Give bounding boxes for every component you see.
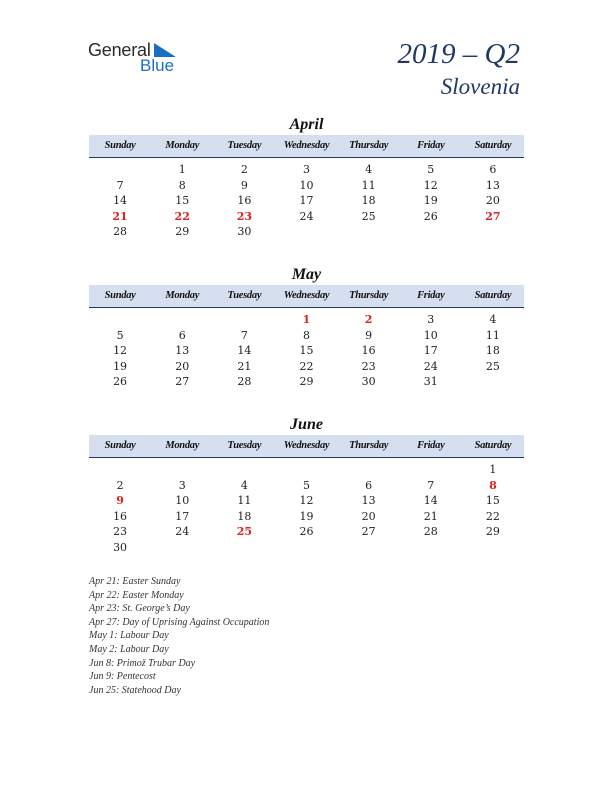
week-row bbox=[89, 224, 524, 240]
day-cell: 23 bbox=[361, 359, 376, 373]
holiday-note: May 2: Labour Day bbox=[89, 643, 169, 655]
empty-day-cell bbox=[89, 162, 151, 178]
weekday-label: Monday bbox=[165, 140, 200, 151]
day-cell: 31 bbox=[423, 375, 438, 388]
week-row bbox=[89, 209, 524, 225]
week-row bbox=[89, 328, 524, 344]
week-row bbox=[89, 312, 524, 328]
holiday-note: Apr 27: Day of Uprising Against Occupation bbox=[89, 616, 270, 628]
holiday-note: Jun 8: Primož Trubar Day bbox=[89, 657, 196, 669]
day-cell: 11 bbox=[237, 494, 252, 507]
empty-day-cell bbox=[151, 462, 213, 478]
day-cell: 5 bbox=[427, 163, 435, 176]
day-cell: 23 bbox=[113, 525, 128, 538]
day-cell: 25 bbox=[236, 525, 252, 538]
day-cell: 29 bbox=[299, 375, 314, 388]
logo bbox=[88, 40, 188, 76]
weekday-label: Wednesday bbox=[283, 440, 330, 451]
week-row bbox=[89, 359, 524, 375]
weekday-label: Thursday bbox=[349, 290, 389, 301]
holiday-note: Jun 25: Statehood Day bbox=[89, 684, 181, 696]
holiday-note: Jun 9: Pentecost bbox=[89, 671, 156, 683]
day-cell: 1 bbox=[178, 163, 186, 176]
empty-day-cell bbox=[338, 540, 400, 556]
empty-day-cell bbox=[462, 374, 524, 390]
holiday-note: May 1: Labour Day bbox=[89, 630, 169, 642]
holiday-note: Apr 23: St. George’s Day bbox=[89, 603, 190, 615]
page-title: 2019 – Q2 bbox=[397, 38, 520, 70]
day-cell: 19 bbox=[113, 359, 128, 373]
weekday-header-row bbox=[89, 285, 524, 308]
day-cell: 28 bbox=[237, 375, 252, 388]
empty-day-cell bbox=[462, 224, 524, 240]
day-cell: 10 bbox=[423, 328, 438, 342]
day-cell: 24 bbox=[299, 209, 314, 223]
day-cell: 6 bbox=[365, 478, 373, 492]
month-name: April bbox=[289, 116, 324, 133]
weekday-label: Saturday bbox=[474, 440, 512, 451]
day-cell: 26 bbox=[113, 375, 128, 388]
week-row bbox=[89, 540, 524, 556]
day-cell: 9 bbox=[240, 178, 248, 192]
day-cell: 1 bbox=[302, 313, 311, 326]
week-row bbox=[89, 178, 524, 194]
week-row bbox=[89, 493, 524, 509]
month-calendar-april bbox=[89, 115, 524, 240]
day-cell: 24 bbox=[175, 525, 190, 538]
day-cell: 4 bbox=[489, 313, 497, 326]
holiday-notes bbox=[89, 575, 269, 697]
day-cell: 17 bbox=[175, 509, 190, 523]
day-cell: 25 bbox=[485, 359, 500, 373]
day-cell: 26 bbox=[299, 525, 314, 538]
day-cell: 29 bbox=[485, 525, 500, 538]
weekday-label: Sunday bbox=[104, 290, 136, 301]
weekday-label: Tuesday bbox=[227, 140, 262, 151]
weekday-label: Saturday bbox=[474, 140, 512, 151]
week-row bbox=[89, 193, 524, 209]
day-cell: 2 bbox=[364, 313, 373, 326]
day-cell: 11 bbox=[361, 178, 376, 192]
empty-day-cell bbox=[89, 462, 151, 478]
weekday-label: Monday bbox=[165, 290, 200, 301]
day-cell: 10 bbox=[299, 178, 314, 192]
page-subtitle: Slovenia bbox=[440, 74, 520, 99]
day-cell: 27 bbox=[485, 209, 501, 223]
day-cell: 9 bbox=[365, 328, 373, 342]
empty-day-cell bbox=[213, 312, 275, 328]
day-cell: 17 bbox=[423, 344, 438, 357]
logo-text-general: General bbox=[88, 40, 151, 60]
day-cell: 20 bbox=[175, 359, 190, 373]
day-cell: 6 bbox=[489, 163, 497, 176]
holiday-note: Apr 22: Easter Monday bbox=[89, 589, 184, 601]
day-cell: 21 bbox=[237, 359, 252, 373]
empty-day-cell bbox=[400, 462, 462, 478]
day-cell: 19 bbox=[299, 509, 314, 523]
weekday-header-row bbox=[89, 135, 524, 158]
day-cell: 3 bbox=[427, 313, 435, 326]
day-cell: 12 bbox=[423, 178, 438, 192]
empty-day-cell bbox=[338, 462, 400, 478]
day-cell: 5 bbox=[302, 478, 310, 492]
day-cell: 19 bbox=[423, 194, 438, 207]
weekday-label: Wednesday bbox=[283, 140, 330, 151]
day-cell: 10 bbox=[175, 494, 190, 507]
empty-day-cell bbox=[151, 540, 213, 556]
day-cell: 22 bbox=[485, 509, 500, 523]
day-cell: 16 bbox=[237, 194, 252, 207]
day-cell: 20 bbox=[361, 509, 376, 523]
weekday-label: Monday bbox=[165, 440, 200, 451]
weekday-label: Saturday bbox=[474, 290, 512, 301]
day-cell: 12 bbox=[113, 344, 128, 357]
day-cell: 23 bbox=[236, 209, 252, 223]
day-cell: 12 bbox=[299, 494, 314, 507]
empty-day-cell bbox=[151, 312, 213, 328]
weekday-label: Thursday bbox=[349, 140, 389, 151]
empty-day-cell bbox=[213, 462, 275, 478]
month-name: June bbox=[290, 416, 323, 433]
day-cell: 18 bbox=[237, 509, 252, 523]
day-cell: 3 bbox=[178, 478, 186, 492]
week-row bbox=[89, 162, 524, 178]
day-cell: 11 bbox=[485, 328, 500, 342]
weekday-header-row bbox=[89, 435, 524, 458]
day-cell: 9 bbox=[116, 494, 124, 507]
day-cell: 2 bbox=[116, 478, 124, 492]
empty-day-cell bbox=[462, 540, 524, 556]
weekday-label: Friday bbox=[417, 140, 445, 151]
day-cell: 2 bbox=[240, 163, 248, 176]
empty-day-cell bbox=[89, 312, 151, 328]
month-name: May bbox=[291, 266, 322, 283]
month-calendar-may bbox=[89, 265, 524, 390]
day-cell: 13 bbox=[485, 178, 500, 192]
week-row bbox=[89, 524, 524, 540]
day-cell: 24 bbox=[423, 359, 438, 373]
logo-text-blue: Blue bbox=[140, 56, 175, 75]
day-cell: 1 bbox=[489, 463, 497, 476]
day-cell: 20 bbox=[485, 194, 500, 207]
day-cell: 18 bbox=[361, 194, 376, 207]
day-cell: 17 bbox=[299, 194, 314, 207]
day-cell: 14 bbox=[113, 194, 128, 207]
day-cell: 14 bbox=[237, 344, 252, 357]
week-row bbox=[89, 462, 524, 478]
day-cell: 15 bbox=[485, 494, 500, 507]
empty-day-cell bbox=[213, 540, 275, 556]
empty-day-cell bbox=[275, 224, 337, 240]
empty-day-cell bbox=[400, 540, 462, 556]
day-cell: 30 bbox=[237, 225, 252, 238]
day-cell: 13 bbox=[175, 344, 190, 357]
weekday-label: Tuesday bbox=[227, 440, 262, 451]
day-cell: 22 bbox=[299, 359, 314, 373]
day-cell: 26 bbox=[423, 209, 438, 223]
day-cell: 16 bbox=[113, 509, 128, 523]
day-cell: 16 bbox=[361, 344, 376, 357]
day-cell: 4 bbox=[240, 478, 248, 492]
empty-day-cell bbox=[275, 462, 337, 478]
weekday-label: Friday bbox=[417, 290, 445, 301]
day-cell: 14 bbox=[423, 494, 438, 507]
day-cell: 27 bbox=[175, 375, 190, 388]
weekday-label: Sunday bbox=[104, 440, 136, 451]
weekday-label: Thursday bbox=[349, 440, 389, 451]
weekday-label: Sunday bbox=[104, 140, 136, 151]
day-cell: 21 bbox=[112, 209, 128, 223]
day-cell: 8 bbox=[178, 178, 186, 192]
day-cell: 6 bbox=[178, 328, 186, 342]
day-cell: 25 bbox=[361, 209, 376, 223]
week-row bbox=[89, 509, 524, 525]
day-cell: 7 bbox=[240, 328, 248, 342]
day-cell: 7 bbox=[116, 178, 124, 192]
day-cell: 18 bbox=[485, 344, 500, 357]
day-cell: 27 bbox=[361, 525, 376, 538]
day-cell: 8 bbox=[489, 478, 497, 492]
month-calendar-june bbox=[89, 415, 524, 555]
weekday-label: Tuesday bbox=[227, 290, 262, 301]
day-cell: 8 bbox=[302, 328, 310, 342]
week-row bbox=[89, 374, 524, 390]
day-cell: 28 bbox=[423, 525, 438, 538]
day-cell: 15 bbox=[299, 344, 314, 357]
day-cell: 15 bbox=[175, 194, 190, 207]
day-cell: 7 bbox=[427, 478, 435, 492]
empty-day-cell bbox=[400, 224, 462, 240]
day-cell: 4 bbox=[365, 163, 373, 176]
weekday-label: Friday bbox=[417, 440, 445, 451]
day-cell: 22 bbox=[174, 209, 190, 223]
day-cell: 3 bbox=[302, 163, 310, 176]
weekday-label: Wednesday bbox=[283, 290, 330, 301]
day-cell: 13 bbox=[361, 494, 376, 507]
holiday-note: Apr 21: Easter Sunday bbox=[89, 576, 181, 587]
empty-day-cell bbox=[275, 540, 337, 556]
empty-day-cell bbox=[338, 224, 400, 240]
day-cell: 30 bbox=[361, 375, 376, 388]
week-row bbox=[89, 343, 524, 359]
day-cell: 28 bbox=[113, 225, 128, 238]
day-cell: 5 bbox=[116, 328, 124, 342]
week-row bbox=[89, 478, 524, 494]
day-cell: 21 bbox=[423, 509, 438, 523]
day-cell: 30 bbox=[113, 540, 128, 554]
day-cell: 29 bbox=[175, 225, 190, 238]
